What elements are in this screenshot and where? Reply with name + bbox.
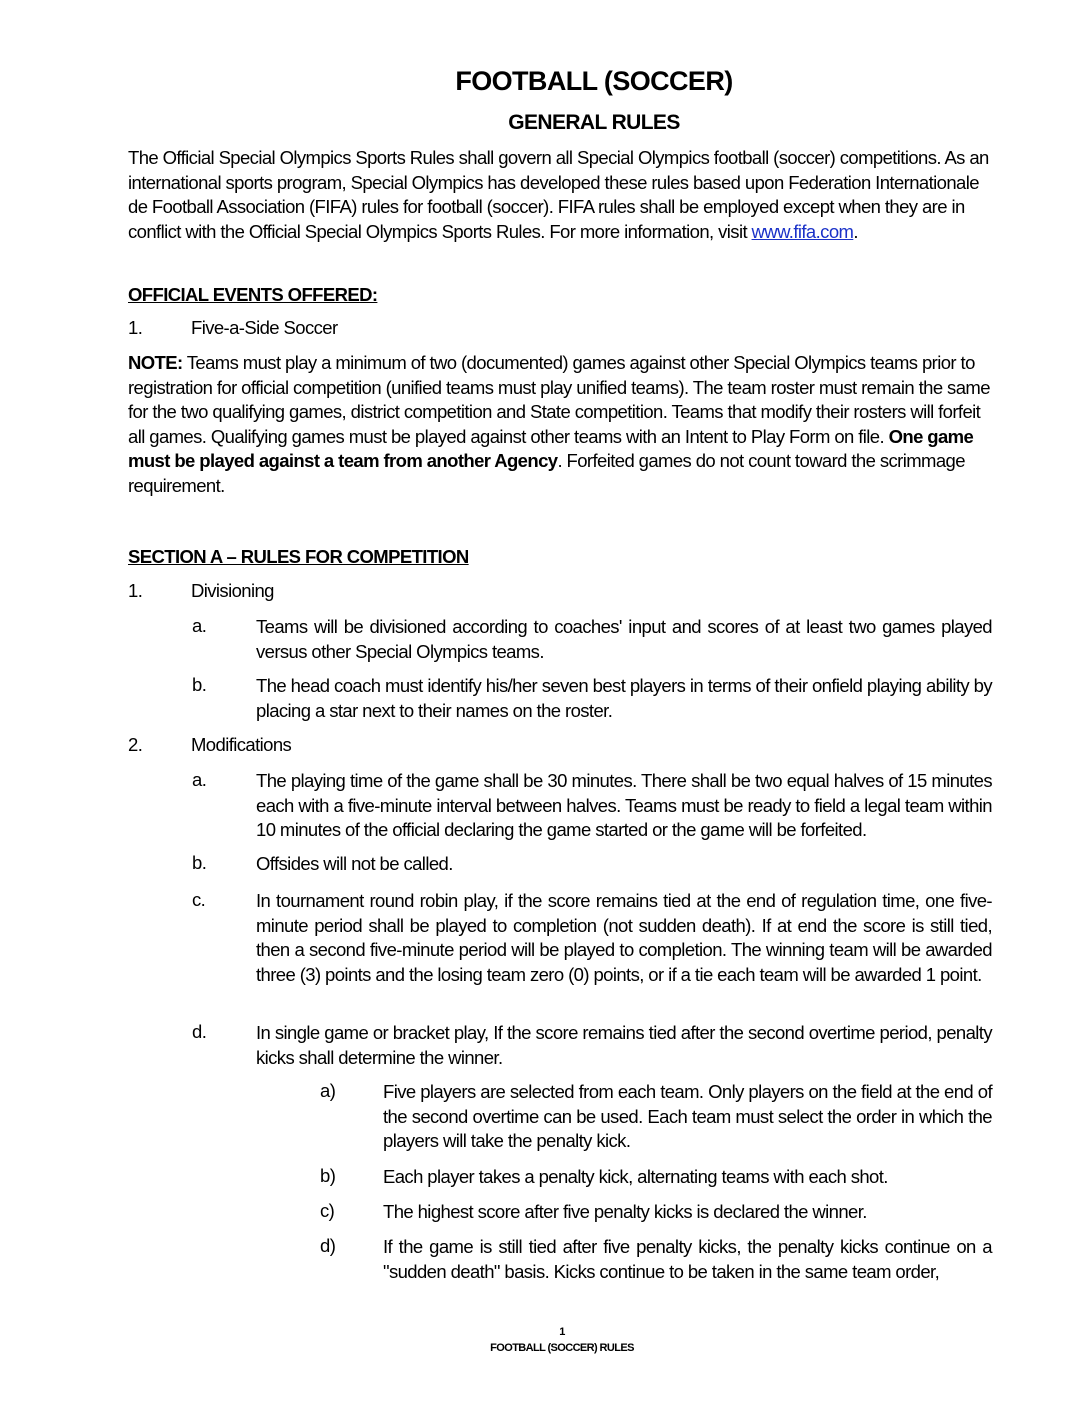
penalty-item-text: Each player takes a penalty kick, alternating teams with each shot. <box>383 1166 888 1187</box>
intro-text: The Official Special Olympics Sports Rules shall govern all Special Olympics football (soccer) competitions. As an international sports program, Special Olympics has developed these rules based upon Federation Internationale de Football Association (FIFA) rules for football (soccer). FIFA rules shall be employed except when they are in conflict with the Official Special Olympics Sports Rules. For more information, visit <box>128 147 989 242</box>
penalty-item-letter: a) <box>320 1080 336 1101</box>
event-label: Five-a-Side Soccer <box>191 317 338 338</box>
note-label: NOTE: <box>128 352 183 373</box>
item-label: Modifications <box>191 734 292 755</box>
item-label: Divisioning <box>191 580 274 601</box>
item-number: 2. <box>128 734 143 755</box>
subitem-letter: d. <box>192 1021 207 1042</box>
intro-after-link: . <box>853 220 858 242</box>
page-title: FOOTBALL (SOCCER) <box>455 66 733 96</box>
note-text-end: . Forfeited games do not count toward the scrimmage requirement. <box>128 450 965 496</box>
footer-page-number: 1 <box>559 1326 565 1338</box>
penalty-item-letter: c) <box>320 1200 335 1221</box>
subitem-letter: c. <box>192 889 206 910</box>
subitem-text: Teams will be divisioned according to coaches' input and scores of at least two games played versus other Special Olympics teams. <box>256 616 992 662</box>
item-number: 1. <box>128 580 143 601</box>
subitem-text: The head coach must identify his/her seven best players in terms of their onfield playing ability by placing a star next to their names on the roster. <box>256 675 992 721</box>
subitem-letter: a. <box>192 615 207 636</box>
intro-paragraph <box>128 146 992 244</box>
page-subtitle: GENERAL RULES <box>508 111 680 134</box>
subitem-letter: b. <box>192 674 207 695</box>
penalty-item-text: Five players are selected from each team. Only players on the field at the end of the second overtime can be used. Each team must select the order in which the players will take the penalty kick. <box>383 1081 992 1151</box>
event-number: 1. <box>128 317 143 338</box>
penalty-item-text: The highest score after five penalty kicks is declared the winner. <box>383 1201 867 1222</box>
note-paragraph <box>128 351 992 498</box>
penalty-item-letter: b) <box>320 1165 336 1186</box>
footer-title: FOOTBALL (SOCCER) RULES <box>490 1342 634 1354</box>
subitem-text: Offsides will not be called. <box>256 853 453 874</box>
subitem-letter: b. <box>192 852 207 873</box>
subitem-text: In tournament round robin play, if the score remains tied at the end of regulation time, one five-minute period shall be played to completion (not sudden death). If at end the score is still tied, then a second five-minute period will be played to completion. The winning team will be awarded three (3) points and the losing team zero (0) points, or if a tie each team will be awarded 1 point. <box>256 890 992 985</box>
penalty-item-letter: d) <box>320 1235 336 1256</box>
events-heading: OFFICIAL EVENTS OFFERED: <box>128 284 378 305</box>
subitem-letter: a. <box>192 769 207 790</box>
note-text: Teams must play a minimum of two (documented) games against other Special Olympics teams prior to registration for official competition (unified teams must play unified teams). The team roster must remain the same for the two qualifying games, district competition and State competition. Teams that modify their rosters will forfeit all games. Qualifying games must be played against other teams with an Intent to Play Form on file. <box>128 352 990 447</box>
section-a-heading: SECTION A – RULES FOR COMPETITION <box>128 546 469 567</box>
subitem-text: In single game or bracket play, If the score remains tied after the second overtime period, penalty kicks shall determine the winner. <box>256 1022 992 1068</box>
fifa-link[interactable]: www.fifa.com <box>751 220 854 242</box>
note-bold-text: One game must be played against a team from another Agency <box>128 425 974 471</box>
subitem-text: The playing time of the game shall be 30 minutes. There shall be two equal halves of 15 minutes each with a five-minute interval between halves. Teams must be ready to field a legal team within 10 minutes of the official declaring the game started or the game will be forfeited. <box>256 770 992 840</box>
penalty-item-text: If the game is still tied after five penalty kicks, the penalty kicks continue on a "sudden death" basis. Kicks continue to be taken in the same team order, <box>383 1236 992 1282</box>
